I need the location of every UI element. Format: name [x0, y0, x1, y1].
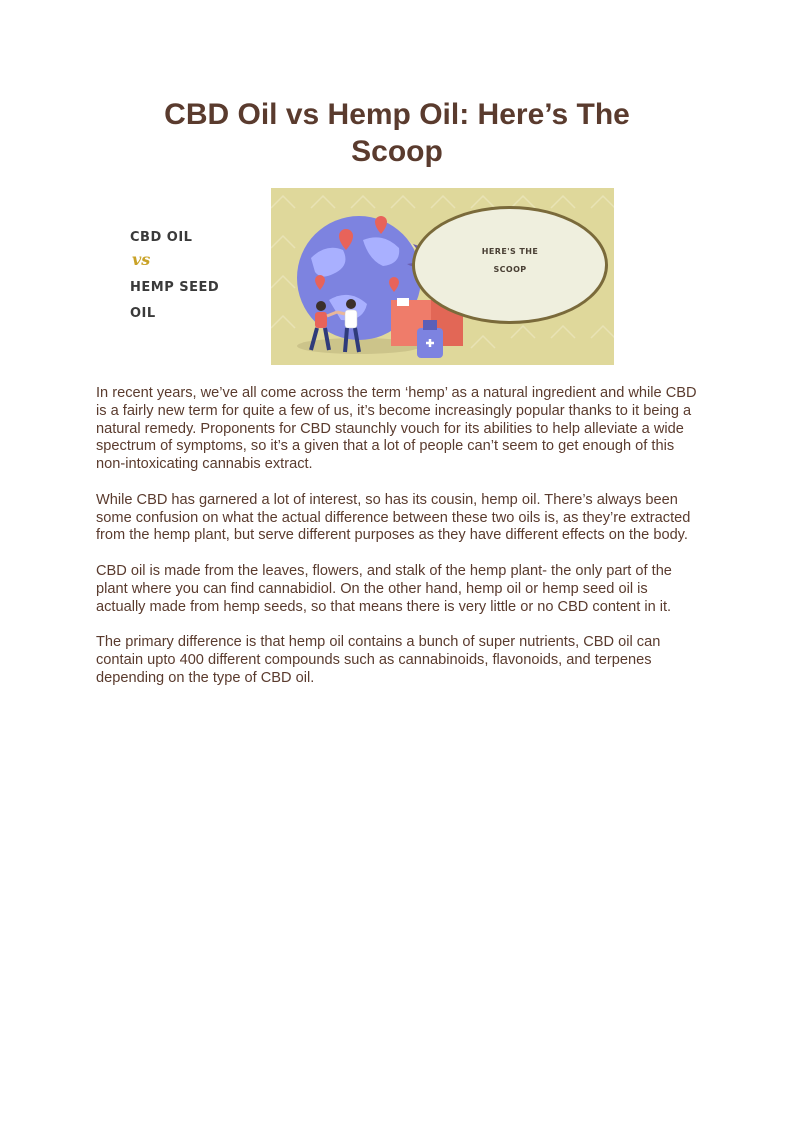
paragraph-3: CBD oil is made from the leaves, flowers, and stalk of the hemp plant- the only part of the plant where you can find cannabidiol. On the other hand, hemp oil or hemp seed oil is actually made from hemp seeds, so that means there is very little or no CBD content in it.: [96, 562, 672, 615]
bubble-line-2: SCOOP: [493, 265, 527, 274]
paragraph-4: The primary difference is that hemp oil contains a bunch of super nutrients, CBD oil can contain upto 400 different compounds such as cannabinoids, flavonoids, and terpenes depending on the type of CBD oil.: [96, 634, 661, 686]
hero-text-cbd-oil: CBD OIL: [130, 230, 193, 245]
hero-illustration-panel: [271, 188, 614, 365]
hero-text-vs: vs: [132, 250, 151, 269]
page-title: CBD Oil vs Hemp Oil: Here’s The Scoop: [164, 98, 630, 168]
paragraph-2: While CBD has garnered a lot of interest, so has its cousin, hemp oil. There’s always been some confusion on what the actual difference between these two oils is, as they’re extracted from the hemp plant, but serve different purposes as they have different effects on the body.: [96, 491, 691, 544]
speech-bubble: [412, 206, 608, 324]
hero-image: [120, 188, 614, 365]
hero-text-oil: OIL: [130, 306, 156, 321]
hero-text-panel: [120, 188, 271, 365]
article-body: [96, 385, 700, 705]
bubble-line-1: HERE'S THE: [481, 247, 539, 256]
paragraph-1: In recent years, we’ve all come across the term ‘hemp’ as a natural ingredient and while CBD is a fairly new term for quite a few of us, it’s become increasingly popular thanks to it being a natural remedy. Proponents for CBD staunchly vouch for its abilities to help alleviate a wide spectrum of symptoms, so it’s a given that a lot of people can’t seem to get enough of this non-intoxicating cannabis extract.: [96, 385, 697, 473]
hero-text-hemp-seed: HEMP SEED: [130, 280, 220, 295]
